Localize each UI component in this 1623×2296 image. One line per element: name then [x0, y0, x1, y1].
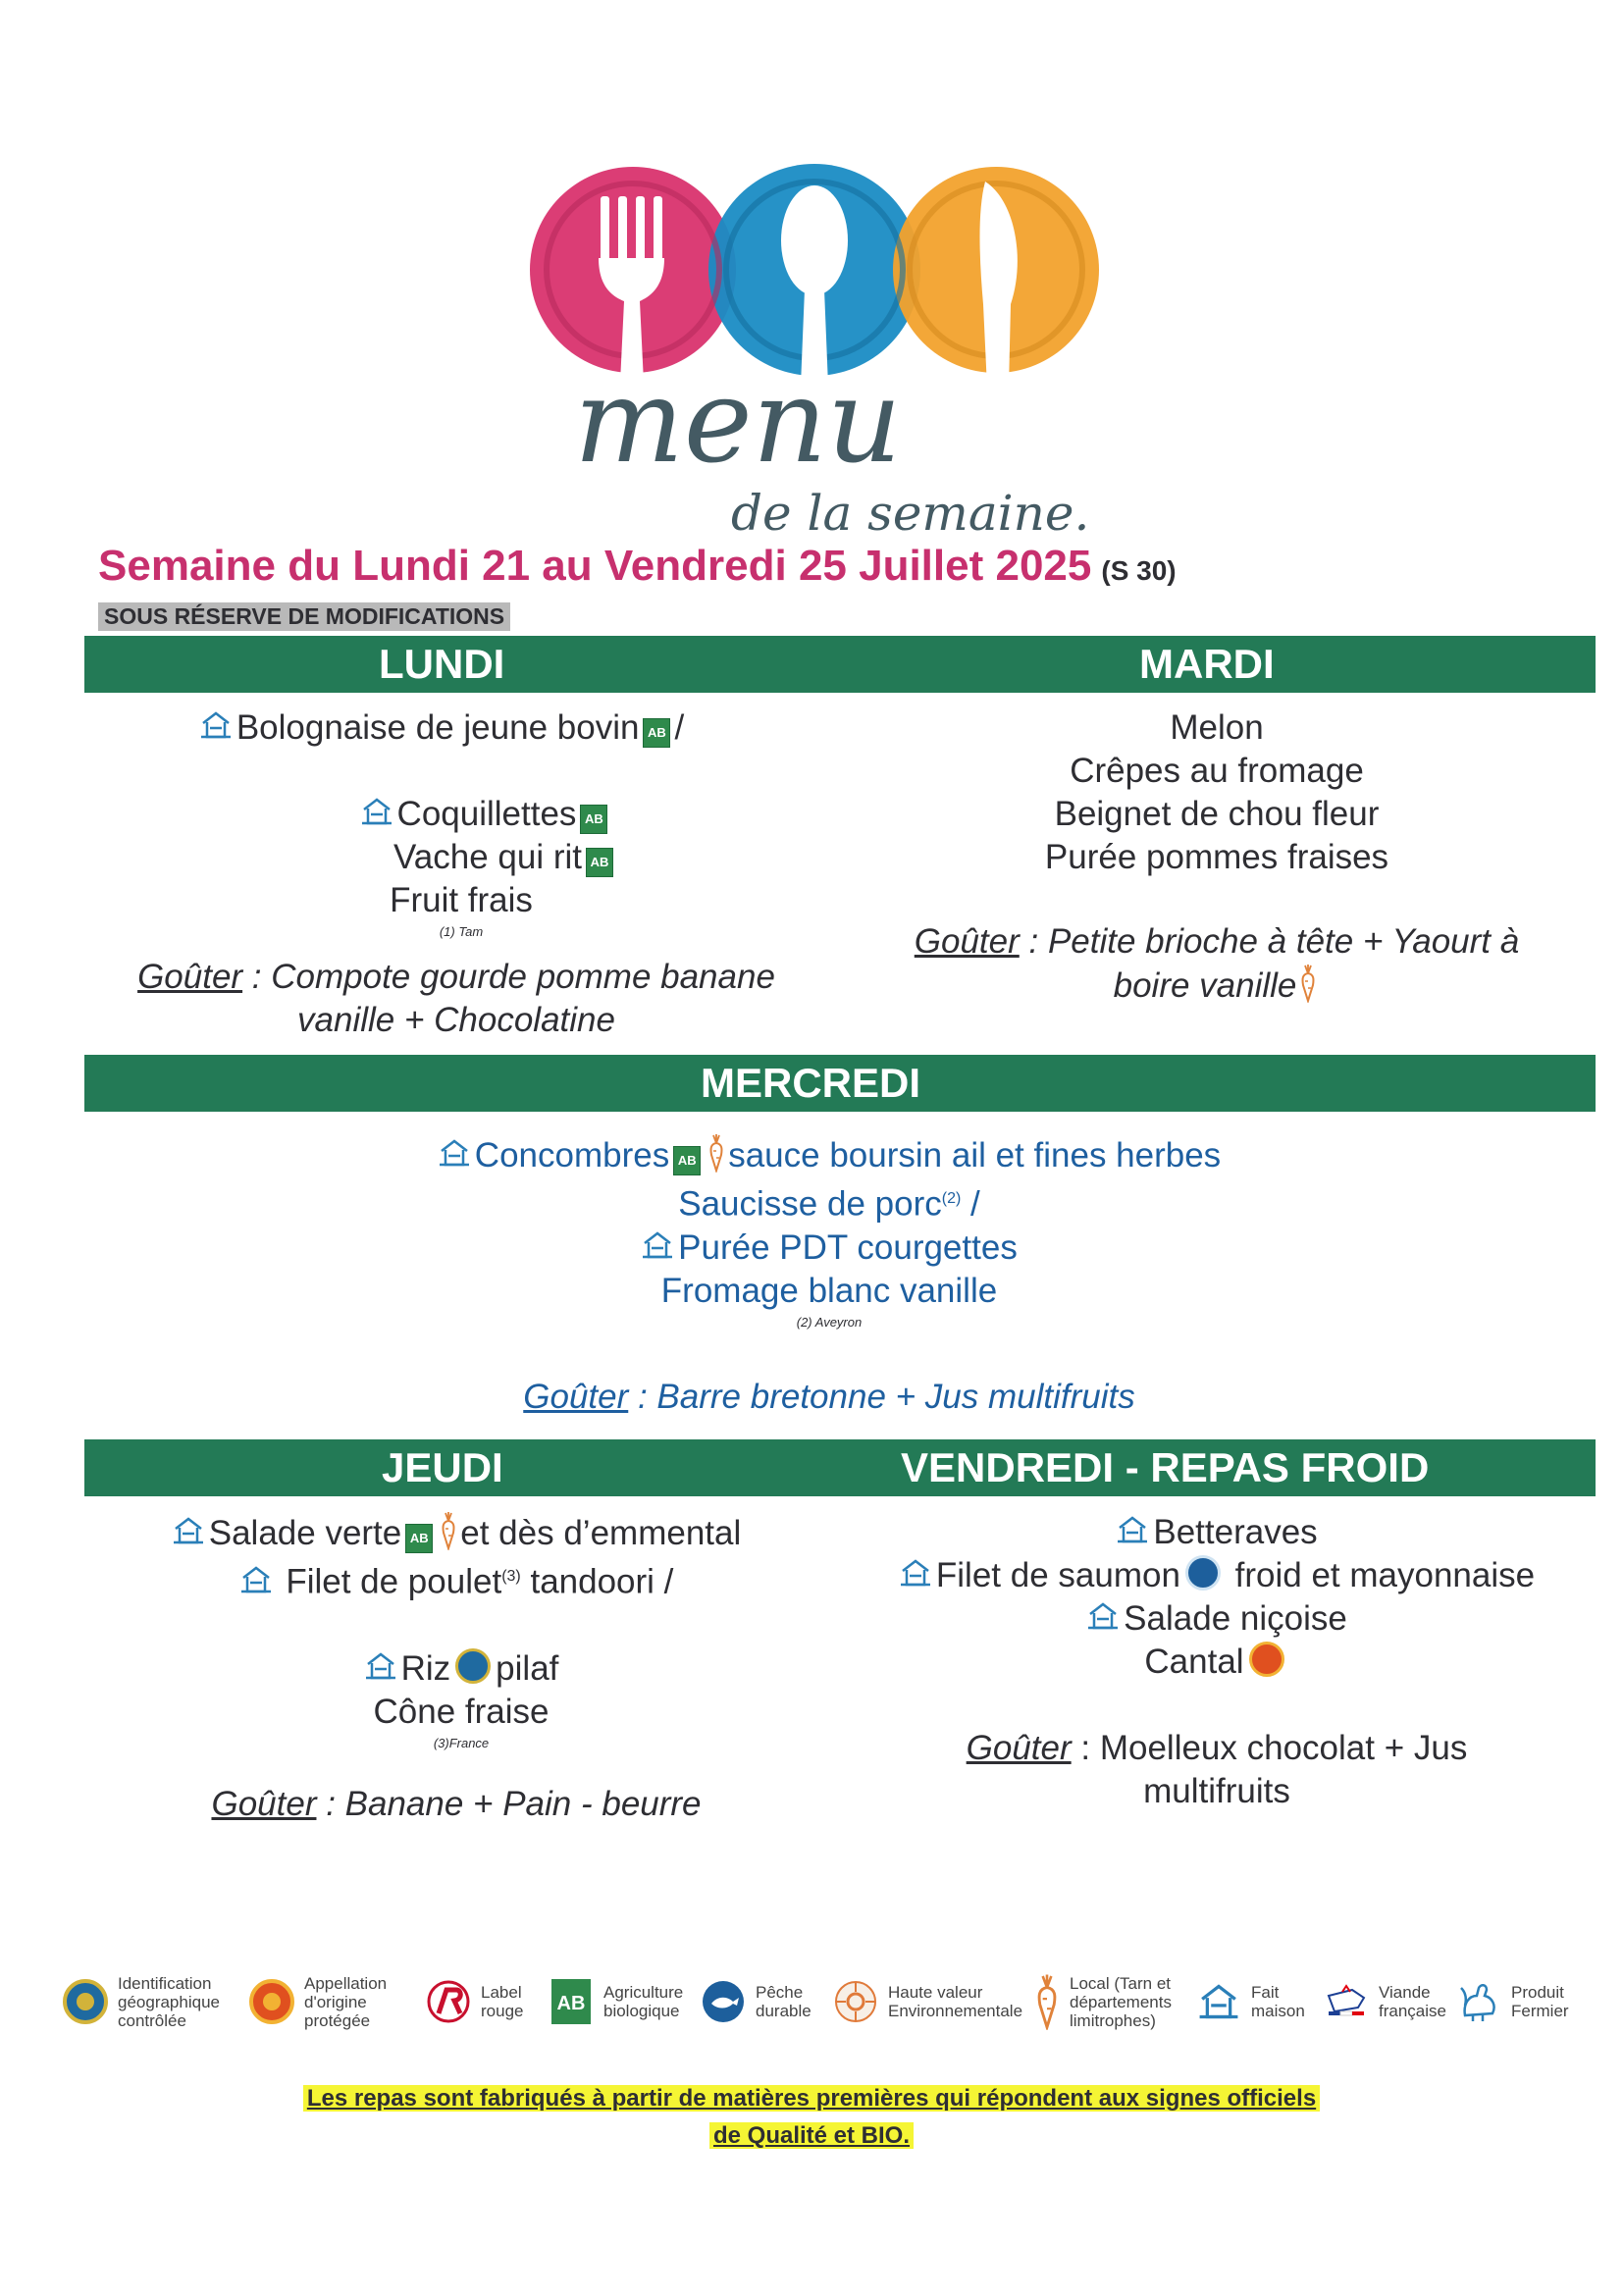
bio-icon: [547, 1977, 596, 2026]
legend-text: Haute valeur Environnementale: [888, 1983, 1023, 2020]
gouter-text: : Banane + Pain - beurre: [316, 1784, 702, 1823]
gouter-text: boire vanille: [1113, 966, 1297, 1005]
day-label-vendredi: VENDREDI - REPAS FROID: [901, 1444, 1430, 1490]
fait-maison-icon: [1194, 1977, 1243, 2026]
dish: Filet de poulet: [286, 1562, 502, 1601]
logo-subtitle: de la semaine.: [731, 485, 1090, 542]
dish: Crêpes au fromage: [1070, 752, 1364, 790]
dish: Concombres: [474, 1136, 670, 1174]
dish: pilaf: [496, 1648, 559, 1688]
legend-item-hve: [831, 1957, 1022, 2046]
fait-maison-icon: [1086, 1599, 1120, 1633]
dish: Salade verte: [208, 1514, 402, 1552]
bio-icon: AB: [586, 848, 613, 877]
bio-icon: AB: [580, 805, 607, 834]
fait-maison-icon: [1116, 1513, 1149, 1546]
gouter-label: Goûter: [966, 1729, 1072, 1767]
igp-icon: [61, 1977, 110, 2026]
origin-note: (1) Tam: [439, 924, 484, 939]
reserve-notice: SOUS RÉSERVE DE MODIFICATIONS: [98, 602, 510, 631]
dish: Melon: [1170, 708, 1264, 747]
legend: [61, 1957, 1592, 2046]
dish: Filet de saumon: [935, 1556, 1180, 1594]
gouter-text: multifruits: [1143, 1772, 1290, 1810]
day-bar-jeudi-vendredi: [84, 1439, 1596, 1496]
footnote-ref: (3): [501, 1568, 521, 1585]
origin-note: (2) Aveyron: [796, 1314, 863, 1330]
carrot-icon: [440, 1511, 457, 1550]
menu-jeudi: [79, 1511, 834, 1826]
legend-text: Appellation d'origine protégée: [304, 1973, 388, 2030]
legend-text: Local (Tarn et départements limitrophes): [1070, 1973, 1172, 2030]
logo-word: menu: [574, 353, 902, 489]
hve-icon: [831, 1977, 880, 2026]
day-bar-mercredi: [84, 1055, 1596, 1112]
dish: froid et mayonnaise: [1225, 1556, 1536, 1594]
gouter-label: Goûter: [523, 1377, 629, 1416]
dish: Saucisse de porc: [678, 1184, 942, 1224]
dish: sauce boursin ail et fines herbes: [728, 1136, 1222, 1174]
legend-item-igp: [61, 1957, 220, 2046]
footer-line-1: Les repas sont fabriqués à partir de matières premières qui répondent aux signes officiels: [303, 2085, 1320, 2112]
peche-durable-icon: [1185, 1555, 1221, 1591]
menu-logo: [500, 142, 1128, 554]
menu-mercredi: [157, 1133, 1501, 1419]
footer-line-2: de Qualité et BIO.: [709, 2122, 914, 2149]
fait-maison-icon: [199, 708, 233, 742]
dish: Riz: [400, 1648, 451, 1688]
legend-item-label-rouge: [424, 1957, 523, 2046]
dish: Coquillettes: [396, 795, 577, 833]
dish: Cantal: [1144, 1643, 1244, 1681]
gouter-text: : Barre bretonne + Jus multifruits: [628, 1377, 1135, 1416]
dish: tandoori /: [520, 1562, 674, 1601]
dish: Beignet de chou fleur: [1054, 795, 1380, 833]
legend-item-fait-maison: [1194, 1957, 1305, 2046]
day-label-lundi: LUNDI: [379, 641, 505, 687]
carrot-icon: [707, 1133, 725, 1173]
dish: Bolognaise de jeune bovin: [236, 708, 640, 747]
fait-maison-icon: [364, 1649, 397, 1683]
label-rouge-icon: [424, 1977, 473, 2026]
menu-vendredi: [844, 1511, 1590, 1813]
carrot-icon: [1299, 964, 1317, 1003]
fait-maison-icon: [360, 795, 393, 828]
legend-text: Agriculture biologique: [603, 1983, 684, 2020]
day-bar-lundi-mardi: [84, 636, 1596, 693]
legend-text: Label rouge: [481, 1983, 524, 2020]
menu-mardi: [844, 706, 1590, 1008]
dish: Fruit frais: [390, 881, 533, 919]
svg-text:AB: AB: [556, 1993, 586, 2014]
dish: et dès d’emmental: [460, 1514, 742, 1552]
legend-item-local: [1032, 1957, 1172, 2046]
page-title: [98, 542, 1177, 591]
gouter-label: Goûter: [914, 922, 1020, 961]
dish: Salade niçoise: [1124, 1599, 1347, 1638]
legend-item-bio: [547, 1957, 683, 2046]
fait-maison-icon: [438, 1136, 471, 1170]
day-label-mardi: MARDI: [1139, 641, 1275, 687]
bio-icon: AB: [643, 718, 670, 748]
fait-maison-icon: [899, 1556, 932, 1590]
legend-text: Fait maison: [1251, 1983, 1305, 2020]
gouter-text: : Petite brioche à tête + Yaourt à: [1019, 922, 1520, 961]
igp-icon: [455, 1648, 491, 1684]
bio-icon: AB: [405, 1524, 433, 1553]
legend-text: Produit Fermier: [1511, 1983, 1569, 2020]
footer-note: [0, 2080, 1623, 2155]
bio-icon: AB: [673, 1146, 701, 1175]
day-label-jeudi: JEUDI: [382, 1444, 503, 1490]
viande-francaise-icon: [1322, 1977, 1371, 2026]
rooster-icon: [1454, 1977, 1503, 2026]
legend-item-viande: [1322, 1957, 1446, 2046]
gouter-label: Goûter: [137, 958, 243, 996]
dish: Purée pommes fraises: [1044, 838, 1389, 876]
fait-maison-icon: [641, 1228, 674, 1262]
gouter-mardi: [844, 920, 1590, 964]
legend-text: Pêche durable: [756, 1983, 812, 2020]
footnote-ref: (2): [941, 1190, 962, 1207]
week-number: (S 30): [1101, 555, 1177, 586]
gouter-vendredi: [844, 1727, 1590, 1770]
dish-suffix: /: [674, 708, 685, 747]
dish: Purée PDT courgettes: [678, 1227, 1018, 1267]
peche-durable-icon: [699, 1977, 748, 2026]
legend-text: Identification géographique contrôlée: [118, 1973, 220, 2030]
carrot-icon: [1032, 1977, 1062, 2026]
legend-item-aop: [247, 1957, 387, 2046]
dish: Vache qui rit: [393, 838, 582, 876]
fait-maison-icon: [172, 1514, 205, 1547]
gouter-text: vanille + Chocolatine: [297, 1001, 615, 1039]
dish: Betteraves: [1153, 1513, 1318, 1551]
gouter-jeudi: [79, 1783, 834, 1826]
gouter-text: : Moelleux chocolat + Jus: [1071, 1729, 1468, 1767]
gouter-mercredi: [157, 1376, 1501, 1419]
title-text: Semaine du Lundi 21 au Vendredi 25 Juillet 2025: [98, 542, 1092, 590]
dish: Fromage blanc vanille: [660, 1271, 998, 1310]
gouter-lundi: [79, 956, 834, 999]
menu-lundi: [79, 706, 834, 1042]
legend-text: Viande française: [1379, 1983, 1446, 2020]
dish: Cône fraise: [373, 1692, 550, 1731]
fait-maison-icon: [239, 1563, 273, 1596]
aop-icon: [1249, 1642, 1284, 1677]
day-label-mercredi: MERCREDI: [701, 1060, 921, 1106]
gouter-text: : Compote gourde pomme banane: [242, 958, 775, 996]
legend-item-fermier: [1454, 1957, 1569, 2046]
aop-icon: [247, 1977, 296, 2026]
legend-item-peche: [699, 1957, 812, 2046]
origin-note: (3)France: [433, 1735, 490, 1750]
dish-suffix: /: [961, 1184, 980, 1224]
gouter-label: Goûter: [211, 1784, 317, 1823]
